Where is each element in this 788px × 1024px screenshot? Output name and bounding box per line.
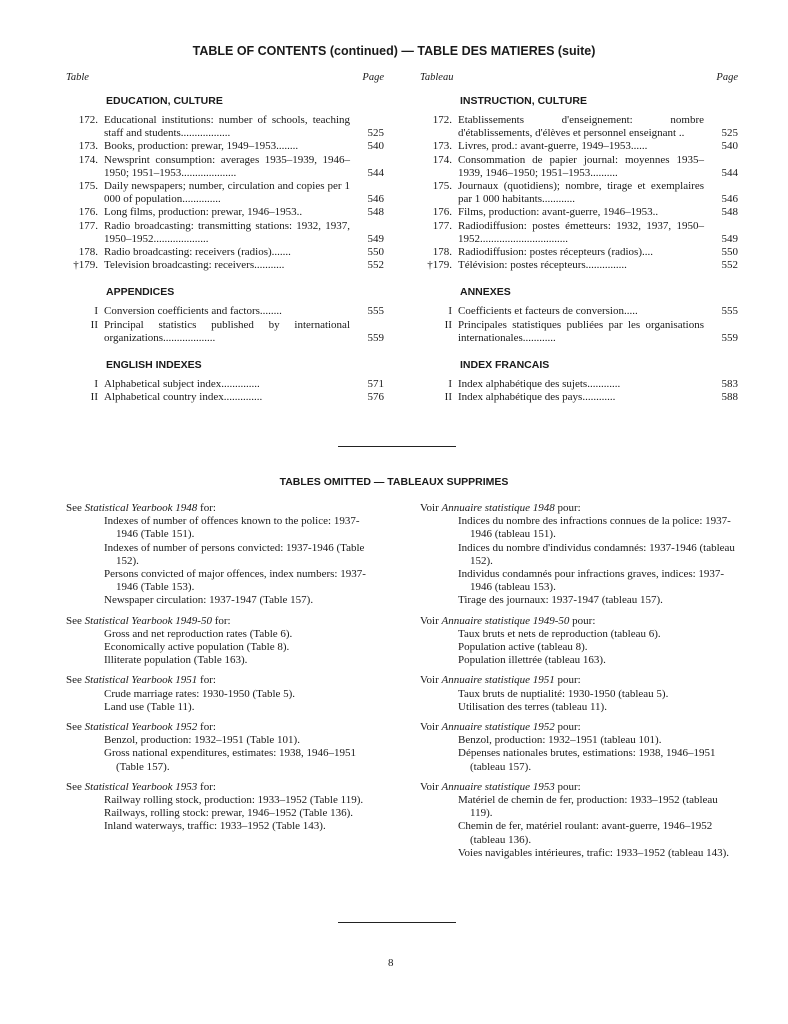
entry-page: 549	[367, 232, 384, 245]
omitted-group-heading	[420, 502, 736, 515]
entry-title: Radiodiffusion: postes récepteurs (radios)....	[458, 246, 654, 259]
toc-entry	[66, 220, 384, 246]
entry-title: Alphabetical country index..............	[104, 391, 263, 404]
toc-entry	[66, 378, 384, 391]
omitted-entry: Gross and net reproduction rates (Table 6).	[104, 627, 293, 640]
entry-page: 544	[367, 166, 384, 179]
omitted-entry: Land use (Table 11).	[104, 700, 195, 713]
entry-page: 548	[721, 206, 738, 219]
omitted-entry: Tirage des journaux: 1937-1947 (tableau 157).	[458, 594, 663, 607]
ref-suffix: for:	[200, 674, 216, 687]
entry-page: 525	[721, 127, 738, 140]
entry-number: 173.	[78, 140, 98, 153]
entry-title: Journaux (quotidiens); nombre, tirage et exemplaires par 1 000 habitants............	[458, 180, 704, 206]
ref-suffix: for:	[200, 780, 216, 793]
toc-column-french	[420, 72, 738, 404]
ref-suffix: pour:	[572, 614, 596, 627]
entry-page: 559	[721, 331, 738, 344]
entry-page: 588	[721, 391, 738, 404]
toc-entry	[420, 259, 738, 272]
omitted-group	[420, 502, 736, 608]
entry-title: Index alphabétique des pays............	[458, 391, 616, 404]
yearbook-title: Annuaire statistique 1951	[441, 674, 555, 687]
entry-page: 548	[367, 206, 384, 219]
ref-suffix: for:	[200, 502, 216, 514]
entry-number: 173.	[432, 140, 452, 153]
omitted-entry: Railway rolling stock, production: 1933–1952 (Table 119).	[104, 794, 364, 807]
toc-entry	[420, 206, 738, 219]
omitted-entries	[66, 515, 366, 607]
ref-prefix: See	[66, 674, 82, 687]
omitted-group-heading	[66, 615, 366, 628]
omitted-group-heading	[66, 674, 366, 687]
entry-number: 172.	[78, 114, 98, 126]
entry-title: Long films, production: prewar, 1946–1953..	[104, 206, 303, 219]
omitted-entries	[420, 734, 736, 774]
entry-number: 177.	[78, 219, 98, 232]
entry-number: 176.	[432, 206, 452, 219]
toc-entry	[66, 114, 384, 140]
entry-title: Alphabetical subject index..............	[104, 378, 260, 391]
yearbook-title: Annuaire statistique 1949-50	[441, 614, 570, 627]
omitted-entry: Voies navigables intérieures, trafic: 1933–1952 (tableau 143).	[458, 846, 730, 859]
divider-rule	[338, 446, 456, 447]
entry-page: 552	[367, 259, 384, 272]
header-table-label: Table	[66, 72, 89, 83]
omitted-entry: Persons convicted of major offences, index numbers: 1937-1946 (Table 153).	[104, 568, 366, 594]
toc-list	[66, 114, 384, 272]
entry-title: Principal statistics published by international organizations...................	[104, 318, 350, 344]
entry-number: II	[444, 318, 452, 331]
omitted-entry: Population active (tableau 8).	[458, 641, 588, 654]
omitted-group-heading	[66, 781, 366, 794]
omitted-group	[66, 781, 366, 834]
ref-prefix: See	[66, 502, 82, 514]
omitted-entry: Indices du nombre des infractions connues de la police: 1937-1946 (tableau 151).	[458, 515, 731, 541]
entry-page: 540	[721, 140, 738, 153]
toc-entry	[420, 154, 738, 180]
entry-number: 177.	[432, 219, 452, 232]
omitted-entries	[66, 628, 366, 668]
omitted-group	[66, 502, 366, 608]
toc-entry	[420, 378, 738, 391]
entry-number: 176.	[78, 206, 98, 219]
ref-suffix: for:	[200, 721, 216, 734]
omitted-entries	[66, 794, 366, 834]
toc-entry	[66, 206, 384, 219]
toc-entry	[66, 391, 384, 404]
yearbook-title: Statistical Yearbook 1948	[84, 502, 198, 514]
yearbook-title: Annuaire statistique 1948	[441, 502, 555, 514]
omitted-group-heading	[420, 674, 736, 687]
toc-entry	[420, 114, 738, 140]
ref-prefix: See	[66, 780, 82, 793]
omitted-entry: Gross national expenditures, estimates: 1938, 1946–1951 (Table 157).	[104, 747, 357, 773]
omitted-entries	[66, 688, 366, 714]
entry-number: I	[94, 305, 98, 318]
omitted-entry: Illiterate population (Table 163).	[104, 654, 248, 667]
toc-list	[420, 378, 738, 404]
toc-entry	[66, 180, 384, 206]
toc-entry	[66, 154, 384, 180]
entry-page: 571	[367, 378, 384, 391]
omitted-group-heading	[66, 721, 366, 734]
omitted-entries	[420, 515, 736, 607]
omitted-column-english	[66, 502, 366, 841]
toc-entry	[66, 319, 384, 345]
toc-list	[420, 305, 738, 345]
section-heading: INDEX FRANCAIS	[460, 359, 550, 372]
entry-number: I	[94, 378, 98, 391]
ref-prefix: Voir	[420, 721, 439, 734]
entry-title: Télévision: postes récepteurs...............	[458, 259, 627, 272]
toc-entry	[420, 246, 738, 259]
ref-prefix: See	[66, 721, 82, 734]
omitted-entry: Economically active population (Table 8).	[104, 641, 290, 654]
entry-page: 546	[721, 193, 738, 206]
omitted-entries	[420, 688, 736, 714]
entry-number: II	[444, 391, 452, 404]
entry-title: Books, production: prewar, 1949–1953........	[104, 140, 299, 153]
toc-header	[420, 72, 738, 88]
entry-number: †179.	[427, 259, 452, 272]
omitted-entry: Benzol, production: 1932–1951 (tableau 101).	[458, 734, 662, 747]
entry-number: 178.	[78, 246, 98, 259]
ref-prefix: Voir	[420, 614, 439, 627]
ref-prefix: See	[66, 614, 82, 627]
omitted-title: TABLES OMITTED — TABLEAUX SUPPRIMES	[279, 476, 509, 488]
yearbook-title: Annuaire statistique 1952	[441, 721, 555, 734]
toc-entry	[420, 180, 738, 206]
entry-number: 178.	[432, 246, 452, 259]
toc-entry	[66, 259, 384, 272]
entry-title: Radiodiffusion: postes émetteurs: 1932, 1937, 1950–1952................................	[458, 219, 704, 245]
omitted-entry: Crude marriage rates: 1930-1950 (Table 5).	[104, 687, 296, 700]
entry-page: 555	[367, 305, 384, 318]
toc-entry	[420, 391, 738, 404]
toc-list	[66, 378, 384, 404]
entry-title: Newsprint consumption: averages 1935–1939, 1946–1950; 1951–1953....................	[104, 153, 350, 179]
omitted-group	[66, 721, 366, 774]
omitted-group	[66, 674, 366, 714]
header-page-label: Page	[716, 72, 738, 83]
entry-title: Films, production: avant-guerre, 1946–1953..	[458, 206, 659, 219]
ref-prefix: Voir	[420, 780, 439, 793]
toc-entry	[66, 305, 384, 318]
section-heading: INSTRUCTION, CULTURE	[460, 95, 587, 107]
entry-number: †179.	[73, 259, 98, 272]
ref-suffix: pour:	[557, 674, 581, 687]
entry-page: 552	[721, 259, 738, 272]
section-heading: ENGLISH INDEXES	[106, 359, 202, 372]
entry-title: Principales statistiques publiées par les organisations internationales............	[458, 318, 704, 344]
omitted-group	[420, 674, 736, 714]
toc-column-english	[66, 72, 384, 404]
omitted-group	[420, 615, 736, 668]
entry-number: II	[90, 318, 98, 331]
toc-list	[420, 114, 738, 272]
entry-title: Daily newspapers; number, circulation and copies per 1 000 of population..............	[104, 180, 350, 206]
header-table-label: Tableau	[420, 72, 454, 83]
omitted-entries	[420, 794, 736, 860]
omitted-group-heading	[420, 615, 736, 628]
ref-suffix: for:	[214, 614, 231, 627]
entry-title: Index alphabétique des sujets............	[458, 378, 621, 391]
entry-page: 576	[367, 391, 384, 404]
toc-list	[66, 305, 384, 345]
omitted-group-heading	[66, 502, 366, 515]
entry-title: Radio broadcasting: transmitting stations: 1932, 1937, 1950–1952....................	[104, 219, 350, 245]
omitted-entry: Chemin de fer, matériel roulant: avant-guerre, 1946–1952 (tableau 136).	[458, 820, 713, 846]
omitted-entry: Newspaper circulation: 1937-1947 (Table 157).	[104, 594, 314, 607]
entry-page: 525	[367, 127, 384, 140]
entry-number: 175.	[78, 180, 98, 193]
entry-page: 546	[367, 193, 384, 206]
entry-page: 583	[721, 378, 738, 391]
omitted-column-french	[420, 502, 736, 867]
entry-number: I	[448, 378, 452, 391]
entry-number: 172.	[432, 114, 452, 126]
section-heading: APPENDICES	[106, 286, 175, 299]
omitted-entry: Inland waterways, traffic: 1933–1952 (Table 143).	[104, 820, 326, 833]
toc-header	[66, 72, 384, 88]
toc-entry	[420, 140, 738, 153]
omitted-entry: Benzol, production: 1932–1951 (Table 101).	[104, 734, 300, 747]
entry-title: Educational institutions: number of schools, teaching staff and students..................	[104, 114, 350, 140]
yearbook-title: Statistical Yearbook 1952	[84, 721, 198, 734]
entry-number: II	[90, 391, 98, 404]
section-heading: EDUCATION, CULTURE	[106, 95, 223, 107]
yearbook-title: Statistical Yearbook 1949-50	[84, 614, 212, 627]
omitted-entry: Indexes of number of offences known to the police: 1937-1946 (Table 151).	[104, 515, 360, 541]
entry-number: I	[448, 305, 452, 318]
toc-entry	[420, 319, 738, 345]
omitted-group	[66, 615, 366, 668]
toc-entry	[66, 140, 384, 153]
entry-page: 555	[721, 305, 738, 318]
omitted-entry: Utilisation des terres (tableau 11).	[458, 700, 607, 713]
yearbook-title: Statistical Yearbook 1953	[84, 780, 198, 793]
omitted-entry: Taux bruts de nuptialité: 1930-1950 (tableau 5).	[458, 687, 669, 700]
entry-number: 174.	[78, 153, 98, 166]
section-heading: ANNEXES	[460, 286, 511, 299]
entry-title: Livres, prod.: avant-guerre, 1949–1953......	[458, 140, 648, 153]
entry-number: 175.	[432, 180, 452, 193]
entry-title: Consommation de papier journal: moyennes 1935–1939, 1946–1950; 1951–1953..........	[458, 153, 704, 179]
entry-page: 540	[367, 140, 384, 153]
entry-page: 544	[721, 166, 738, 179]
omitted-entries	[420, 628, 736, 668]
yearbook-title: Annuaire statistique 1953	[441, 780, 555, 793]
omitted-group-heading	[420, 781, 736, 794]
entry-page: 550	[721, 246, 738, 259]
entry-title: Coefficients et facteurs de conversion.....	[458, 305, 638, 318]
omitted-entry: Railways, rolling stock: prewar, 1946–1952 (Table 136).	[104, 807, 353, 820]
omitted-group	[420, 781, 736, 860]
entry-title: Radio broadcasting: receivers (radios).......	[104, 246, 291, 259]
omitted-group	[420, 721, 736, 774]
omitted-entries	[66, 734, 366, 774]
omitted-entry: Taux bruts et nets de reproduction (tableau 6).	[458, 627, 661, 640]
entry-page: 549	[721, 232, 738, 245]
entry-title: Etablissements d'enseignement: nombre d'établissements, d'élèves et personnel enseignant ..	[458, 114, 704, 140]
omitted-entry: Population illettrée (tableau 163).	[458, 654, 606, 667]
omitted-entry: Individus condamnés pour infractions graves, indices: 1937-1946 (tableau 153).	[458, 568, 725, 594]
ref-prefix: Voir	[420, 502, 439, 514]
omitted-entry: Indexes of number of persons convicted: 1937-1946 (Table 152).	[104, 541, 365, 567]
toc-entry	[66, 246, 384, 259]
entry-number: 174.	[432, 153, 452, 166]
entry-page: 559	[367, 331, 384, 344]
ref-suffix: pour:	[557, 721, 581, 734]
header-page-label: Page	[362, 72, 384, 83]
omitted-entry: Matériel de chemin de fer, production: 1933–1952 (tableau 119).	[458, 794, 718, 820]
toc-entry	[420, 220, 738, 246]
page-title: TABLE OF CONTENTS (continued) — TABLE DES MATIERES (suite)	[192, 44, 596, 58]
toc-entry	[420, 305, 738, 318]
entry-title: Television broadcasting: receivers...........	[104, 259, 285, 272]
ref-suffix: pour:	[557, 502, 581, 514]
page-number: 8	[388, 957, 394, 969]
omitted-group-heading	[420, 721, 736, 734]
entry-title: Conversion coefficients and factors........	[104, 305, 282, 318]
divider-rule-bottom	[338, 922, 456, 923]
ref-suffix: pour:	[557, 780, 581, 793]
ref-prefix: Voir	[420, 674, 439, 687]
entry-page: 550	[367, 246, 384, 259]
omitted-entry: Dépenses nationales brutes, estimations: 1938, 1946–1951 (tableau 157).	[458, 747, 716, 773]
yearbook-title: Statistical Yearbook 1951	[84, 674, 198, 687]
omitted-entry: Indices du nombre d'individus condamnés: 1937-1946 (tableau 152).	[458, 541, 735, 567]
